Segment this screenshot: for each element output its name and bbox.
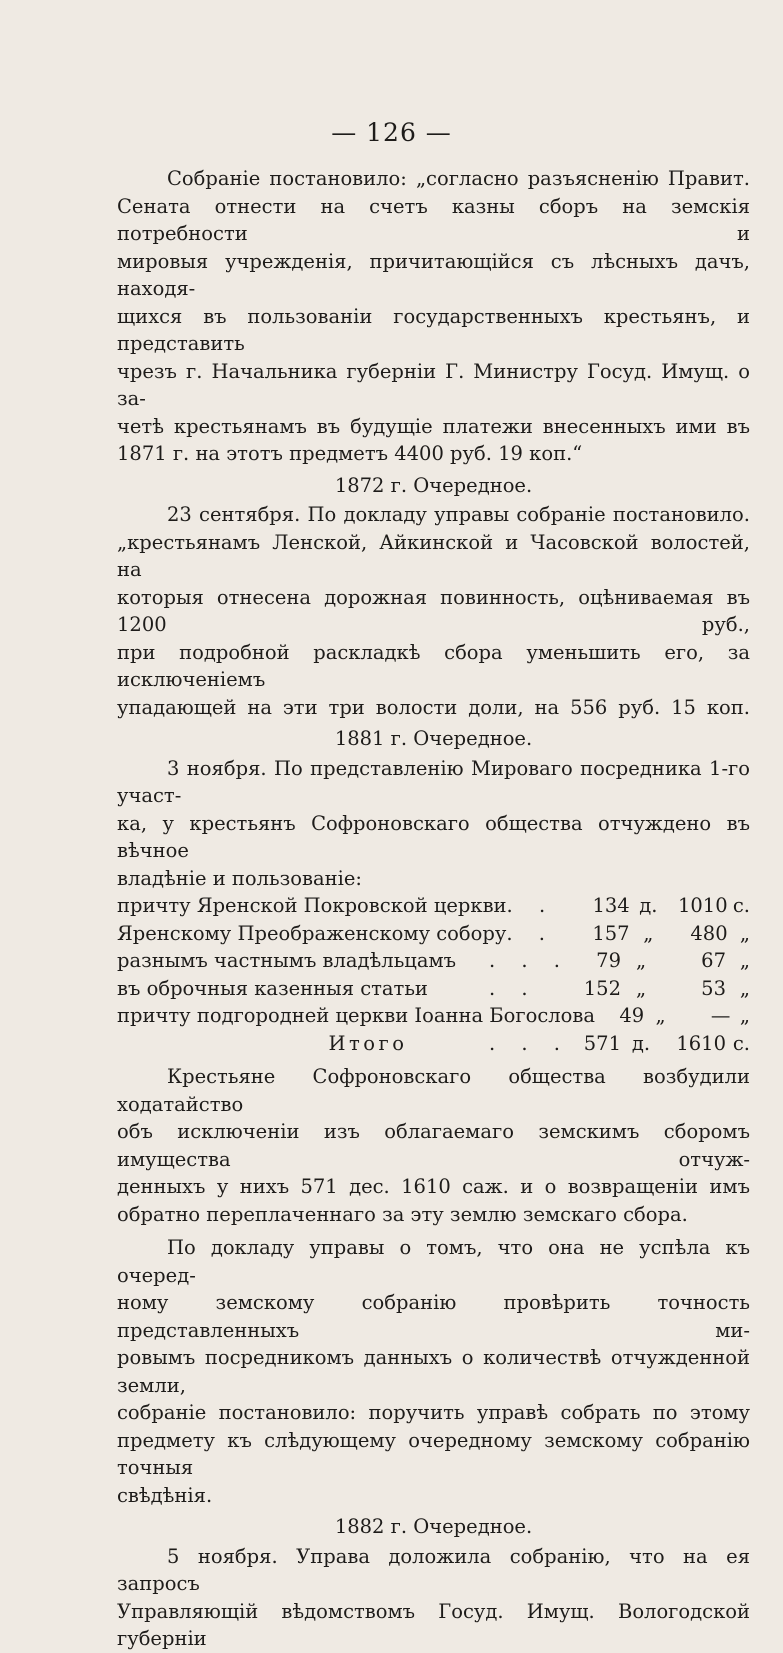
total-desyatins: 571	[583, 1031, 621, 1055]
paragraph-1	[117, 165, 750, 468]
row-dots: . . .	[489, 949, 570, 972]
text-line: четѣ крестьянамъ въ будущіе платежи внесенныхъ ими въ	[117, 414, 750, 438]
text-line: 23 сентября. По докладу управы собраніе постановило.	[167, 503, 750, 526]
text-line: 1871 г. на этотъ предметъ 4400 руб. 19 коп.“	[117, 442, 583, 465]
table-row	[117, 947, 750, 975]
row-sazhens: 67	[701, 949, 726, 972]
row-unit-2: с.	[732, 894, 750, 917]
row-unit-1: „	[643, 921, 654, 945]
table-row	[117, 892, 750, 920]
total-label: Итого	[328, 1031, 408, 1055]
paragraph-5	[117, 1234, 750, 1509]
row-sazhens: —	[710, 1004, 731, 1027]
table-row	[117, 920, 750, 948]
table-total-row	[117, 1030, 750, 1058]
text-line: Сената отнести на счетъ казны сборъ на земскія потребности и	[117, 194, 750, 245]
text-line: Управляющій вѣдомствомъ Госуд. Имущ. Вологодской губерніи	[117, 1599, 750, 1650]
text-line: ному земскому собранію провѣрить точность представленныхъ ми-	[117, 1291, 750, 1342]
row-unit-1: д.	[639, 894, 658, 917]
page-body	[117, 165, 750, 1653]
text-line: 3 ноября. По представленію Мироваго посредника 1-го участ-	[117, 756, 750, 807]
row-unit-2: „	[739, 921, 751, 945]
row-label: Яренскому Преображенскому собору	[117, 921, 507, 945]
text-line: свѣдѣнія.	[117, 1483, 213, 1507]
row-desyatins: 134	[592, 894, 630, 917]
row-sazhens: 53	[701, 976, 726, 1000]
row-unit-2: „	[739, 949, 750, 972]
row-label: причту Яренской Покровской церкви	[117, 894, 507, 917]
total-dots: . . .	[489, 1031, 570, 1055]
page-number: — 126 —	[331, 118, 452, 147]
section-heading-1881: 1881 г. Очередное.	[334, 727, 533, 750]
paragraph-2	[117, 501, 750, 721]
row-desyatins: 49	[619, 1004, 645, 1027]
total-unit-2: с.	[732, 1031, 750, 1055]
row-unit-2: „	[739, 976, 750, 1000]
row-desyatins: 79	[596, 949, 621, 972]
row-unit-1: „	[635, 949, 647, 972]
row-sazhens: 480	[690, 921, 728, 945]
row-unit-1: „	[635, 976, 647, 1000]
row-desyatins: 157	[592, 921, 630, 945]
text-line: щихся въ пользованіи государственныхъ крестьянъ, и представить	[117, 304, 750, 355]
text-line: при подробной раскладкѣ сбора уменьшить его, за исключеніемъ	[117, 640, 750, 691]
section-heading-1872: 1872 г. Очередное.	[334, 473, 533, 497]
paragraph-6	[117, 1543, 750, 1653]
paragraph-3	[117, 755, 750, 893]
row-desyatins: 152	[583, 976, 621, 1000]
text-line: объ исключеніи изъ облагаемаго земскимъ сборомъ имущества отчуж-	[117, 1120, 750, 1171]
text-line: Собраніе постановило: „согласно разъясненію Правит.	[167, 167, 750, 190]
land-table	[117, 892, 750, 1057]
section-heading-1882: 1882 г. Очередное.	[334, 1515, 533, 1538]
table-row	[117, 1002, 750, 1030]
text-line: По докладу управы о томъ, что она не успѣла къ очеред-	[117, 1236, 750, 1287]
row-label: причту подгородней церкви Іоанна Богослова	[117, 1004, 595, 1027]
total-sazhens: 1610	[676, 1031, 726, 1055]
row-sazhens: 1010	[677, 894, 728, 917]
text-line: которыя отнесена дорожная повинность, оцѣниваемая въ 1200 руб.,	[117, 585, 750, 636]
row-dots: . .	[506, 921, 555, 945]
row-unit-1: „	[655, 1004, 666, 1027]
text-line: предмету къ слѣдующему очередному земскому собранію точныя	[117, 1428, 750, 1479]
text-line: „крестьянамъ Ленской, Айкинской и Часовской волостей, на	[117, 530, 750, 581]
total-unit-1: д.	[631, 1031, 651, 1055]
text-line: ровымъ посредникомъ данныхъ о количествѣ отчужденной земли,	[117, 1346, 750, 1397]
text-line: мировыя учрежденія, причитающійся съ лѣсныхъ дачъ, находя-	[117, 249, 750, 300]
row-dots: . .	[489, 976, 538, 1000]
row-dots: . .	[506, 894, 556, 917]
paragraph-4	[117, 1063, 750, 1228]
row-unit-2: „	[739, 1004, 751, 1027]
text-line: ка, у крестьянъ Софроновскаго общества отчуждено въ вѣчное	[117, 811, 750, 862]
text-line: Крестьяне Софроновскаго общества возбудили ходатайство	[117, 1065, 750, 1116]
text-line: упадающей на эти три волости доли, на 556 руб. 15 коп.	[117, 695, 750, 719]
text-line: собраніе постановило: поручить управѣ собрать по этому	[117, 1401, 750, 1424]
text-line: владѣніе и пользованіе:	[117, 866, 362, 890]
text-line: денныхъ у нихъ 571 дес. 1610 саж. и о возвращеніи имъ	[117, 1175, 750, 1198]
row-label: въ оброчныя казенныя статьи	[117, 976, 428, 1000]
text-line: обратно переплаченнаго за эту землю земскаго сбора.	[117, 1202, 688, 1226]
text-line: чрезъ г. Начальника губерніи Г. Министру Госуд. Имущ. о за-	[117, 359, 750, 410]
row-label: разнымъ частнымъ владѣльцамъ	[117, 949, 457, 972]
text-line: 5 ноября. Управа доложила собранію, что на ея запросъ	[117, 1544, 750, 1595]
table-row	[117, 975, 750, 1003]
